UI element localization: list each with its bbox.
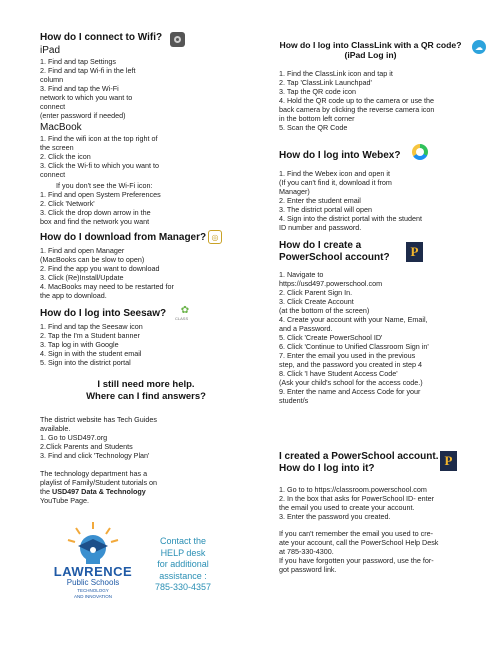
step-line: 1. Find the ClassLink icon and tap it	[279, 69, 393, 78]
step-line: 3. Click (Re)Install/Update	[40, 273, 124, 282]
step-line: 2. Find and tap Wi-fi in the left	[40, 66, 136, 75]
right-column	[268, 40, 483, 574]
step-line: 8. Click 'I have Student Access Code'	[279, 369, 398, 378]
step-line: 2. Enter the student email	[279, 196, 361, 205]
youtube-channel-link[interactable]: USD497 Data & Technology	[52, 487, 146, 496]
step-line: 3. Find and tap the Wi-Fi	[40, 84, 119, 93]
powerschool-icon: P	[406, 242, 423, 262]
step-line: network to which you want to	[40, 93, 133, 102]
ps-login-heading-line2: How do I log into it?	[279, 463, 375, 474]
classlink-heading: How do I log into ClassLink with a QR code?	[279, 40, 462, 50]
macbook-subheading: MacBook	[40, 122, 82, 133]
step-line: https://usd497.powerschool.com	[279, 279, 383, 288]
wifi-no-icon-note: If you don't see the Wi-Fi icon:	[56, 181, 153, 190]
help-heading-line2: Where can I find answers?	[86, 391, 206, 402]
step-line: student/s	[279, 396, 309, 405]
step-line: 3. Tap log in with Google	[40, 340, 119, 349]
step-line: 1. Find and tap Settings	[40, 57, 116, 66]
classlink-icon: ☁	[472, 40, 486, 54]
step-line: 1. Find and tap the Seesaw icon	[40, 322, 143, 331]
step-line: step, and the password you created in step 4	[279, 360, 423, 369]
help-steps	[40, 415, 252, 460]
step-line: 3. Enter the password you created.	[279, 512, 391, 521]
step-line: 3. The district portal will open	[279, 205, 372, 214]
step-line: 9. Enter the name and Access Code for your	[279, 387, 421, 396]
step-line: 1. Go to to https://classroom.powerschool.com	[279, 485, 427, 494]
step-line: 1. Go to USD497.org	[40, 433, 108, 442]
manager-steps	[40, 246, 252, 300]
youtube-note-line: The technology department has a	[40, 469, 148, 478]
classlink-steps	[268, 69, 483, 132]
step-line: 2. Click Parent Sign In.	[279, 288, 353, 297]
step-line: 1. Navigate to	[279, 270, 324, 279]
step-line: connect	[40, 170, 66, 179]
step-line: connect	[40, 102, 66, 111]
wifi-macbook-steps	[40, 134, 252, 179]
step-line: (at the bottom of the screen)	[279, 306, 370, 315]
step-line: Manager)	[279, 187, 310, 196]
manager-app-icon: ◎	[208, 230, 222, 244]
step-line: 1. Find the wifi icon at the top right of	[40, 134, 158, 143]
step-line: 3. Click Create Account	[279, 297, 354, 306]
powerschool-help-note	[268, 529, 483, 574]
step-line: back camera by clicking the reverse camera icon	[279, 105, 435, 114]
webex-steps	[268, 169, 483, 232]
step-line: 1. Find and open Manager	[40, 246, 125, 255]
step-line: ID number and password.	[279, 223, 362, 232]
powerschool-icon: P	[440, 451, 457, 471]
step-line: 2. Tap the I'm a Student banner	[40, 331, 140, 340]
seesaw-steps	[40, 322, 252, 367]
help-heading-line1: I still need more help.	[97, 379, 195, 390]
logo-tag-1: TECHNOLOGY	[77, 588, 109, 593]
ps-login-heading-line1: I created a PowerSchool account.	[279, 451, 439, 462]
step-line: 7. Enter the email you used in the previous	[279, 351, 416, 360]
ps-create-heading-line1: How do I create a	[279, 240, 362, 251]
step-line: (MacBooks can be slow to open)	[40, 255, 145, 264]
step-line: 1. Find the Webex icon and open it	[279, 169, 390, 178]
youtube-note-line	[40, 487, 252, 496]
note-line: at 785-330-4300.	[279, 547, 334, 556]
step-line: 5. Sign into the district portal	[40, 358, 131, 367]
step-line: column	[40, 75, 64, 84]
step-line: 2. Find the app you want to download	[40, 264, 160, 273]
powerschool-login-steps	[268, 485, 483, 521]
powerschool-create-steps	[268, 270, 483, 405]
manager-heading: How do I download from Manager?	[40, 232, 207, 243]
note-line: If you can't remember the email you used to cre-	[279, 529, 433, 538]
step-line: the email you used to create your account.	[279, 503, 415, 512]
step-line: 3. Click the Wi-fi to which you want to	[40, 161, 160, 170]
step-line: 2. Tap 'ClassLink Launchpad'	[279, 78, 372, 87]
step-line: available.	[40, 424, 71, 433]
step-line: The district website has Tech Guides	[40, 415, 157, 424]
wifi-ipad-steps	[40, 57, 252, 120]
step-line: 4. MacBooks may need to be restarted for	[40, 282, 174, 291]
contact-line: 785-330-4357	[154, 582, 212, 592]
seesaw-heading: How do I log into Seesaw?	[40, 308, 167, 319]
classlink-subheading: (iPad Log in)	[344, 50, 397, 60]
settings-gear-icon	[170, 32, 185, 47]
youtube-note	[40, 469, 252, 505]
step-line: 6. Click 'Continue to Unified Classroom Sign in'	[279, 342, 429, 351]
step-line: 3. Find and click 'Technology Plan'	[40, 451, 150, 460]
ipad-subheading: iPad	[40, 45, 61, 56]
step-line: 4. Create your account with your Name, Email,	[279, 315, 428, 324]
wifi-no-icon-steps	[40, 190, 252, 226]
youtube-note-line: playlist of Family/Student tutorials on	[40, 478, 158, 487]
step-line: 2. In the box that asks for PowerSchool ID- enter	[279, 494, 435, 503]
seesaw-class-icon: ✿ CLASS	[175, 304, 190, 321]
step-line: 3. Tap the QR code icon	[279, 87, 356, 96]
webex-heading: How do I log into Webex?	[279, 150, 401, 161]
note-line: If you have forgotten your password, use the for-	[279, 556, 434, 565]
logo-sub: Public Schools	[66, 578, 120, 587]
contact-line: HELP desk	[160, 547, 206, 558]
step-line: (If you can't find it, download it from	[279, 178, 392, 187]
step-line: and a Password.	[279, 324, 333, 333]
contact-line: Contact the	[159, 536, 207, 546]
note-line: ate your account, call the PowerSchool Help Desk	[279, 538, 439, 547]
step-line: the screen	[40, 143, 74, 152]
contact-line: assistance :	[159, 570, 207, 581]
help-desk-contact	[144, 536, 222, 594]
step-line: (Ask your child's school for the access code.)	[279, 378, 423, 387]
step-line: 2. Click 'Network'	[40, 199, 95, 208]
note-line: got password link.	[279, 565, 337, 574]
youtube-pre: the	[40, 487, 52, 496]
youtube-note-line: YouTube Page.	[40, 496, 90, 505]
step-line: 3. Click the drop down arrow in the	[40, 208, 151, 217]
logo-name: LAWRENCE	[53, 564, 133, 579]
wifi-heading: How do I connect to Wifi?	[40, 32, 163, 43]
webex-icon	[412, 144, 428, 160]
lawrence-logo	[38, 520, 148, 602]
step-line: 2. Click the icon	[40, 152, 91, 161]
contact-line: for additional	[157, 559, 209, 569]
step-line: 1. Find and open System Preferences	[40, 190, 161, 199]
logo-tag-2: AND INNOVATION	[73, 594, 113, 599]
seesaw-icon-caption: CLASS	[175, 316, 189, 321]
left-column	[40, 32, 252, 505]
step-line: 4. Sign in with the student email	[40, 349, 142, 358]
step-line: the app to download.	[40, 291, 107, 300]
step-line: box and find the network you want	[40, 217, 150, 226]
step-line: 4. Hold the QR code up to the camera or use the	[279, 96, 435, 105]
step-line: 2.Click Parents and Students	[40, 442, 133, 451]
step-line: 5. Scan the QR Code	[279, 123, 348, 132]
step-line: (enter password if needed)	[40, 111, 126, 120]
ps-create-heading-line2: PowerSchool account?	[279, 252, 390, 263]
step-line: 4. Sign into the district portal with the student	[279, 214, 423, 223]
step-line: in the bottom left corner	[279, 114, 355, 123]
step-line: 5. Click 'Create PowerSchool ID'	[279, 333, 383, 342]
